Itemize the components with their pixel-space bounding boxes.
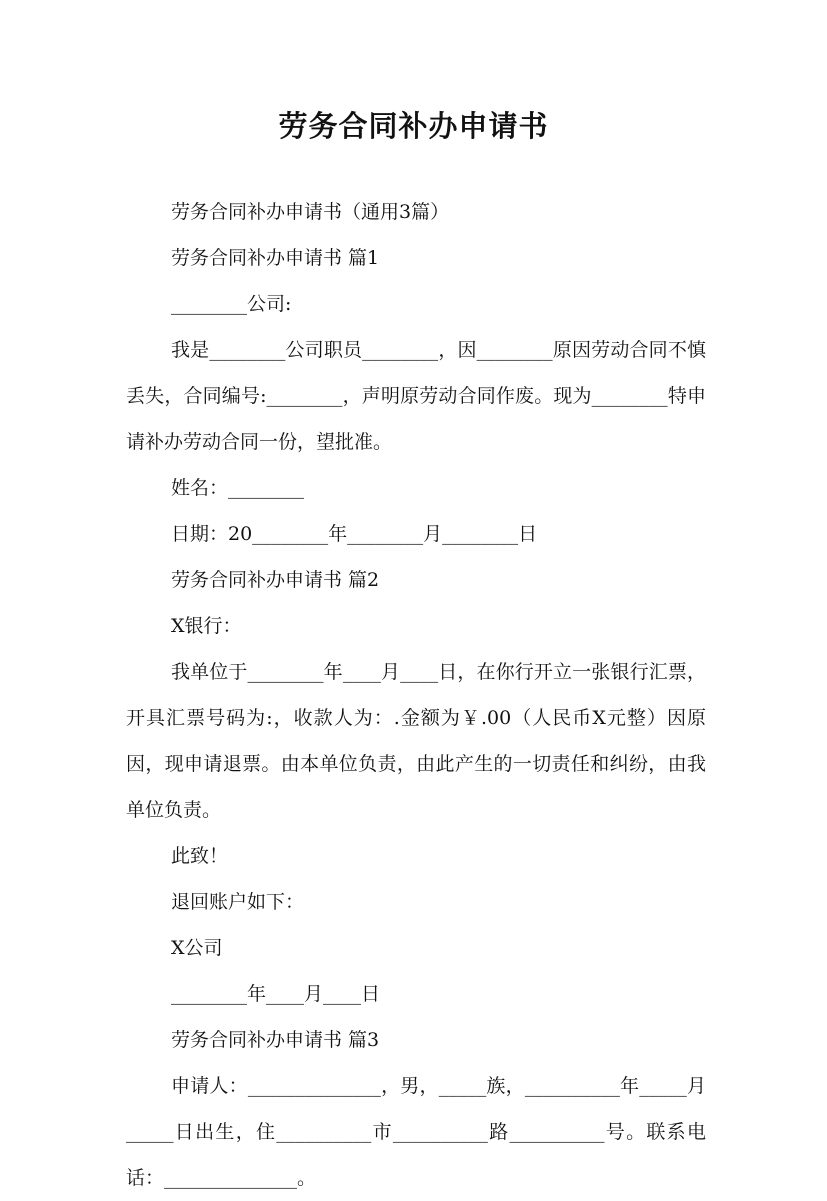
- section-heading-3: 劳务合同补办申请书 篇3: [171, 1029, 380, 1051]
- name-line: 姓名：________: [171, 477, 305, 499]
- paragraph-request-1: 我是________公司职员________，因________原因劳动合同不慎丢失，合同编号:________，声明原劳动合同作废。现为________特申请补办劳动合同一份，望批准。: [126, 339, 706, 453]
- document-body: [126, 189, 706, 1201]
- paragraph-applicant: 申请人：______________，男，_____族，__________年_____月_____日出生，住__________市__________路__________号。联系电话：______________。: [126, 1075, 706, 1189]
- section-heading-2: 劳务合同补办申请书 篇2: [171, 569, 380, 591]
- signature-date: ________年____月____日: [171, 983, 381, 1005]
- section-heading-1: 劳务合同补办申请书 篇1: [171, 247, 380, 269]
- closing-line: 此致！: [171, 845, 229, 867]
- paragraph-subtitle: 劳务合同补办申请书（通用3篇）: [171, 201, 450, 223]
- document-title: 劳务合同补办申请书: [278, 109, 549, 143]
- date-line: 日期：20________年________月________日: [171, 523, 538, 545]
- account-line: 退回账户如下：: [171, 891, 305, 913]
- paragraph-request-2: 我单位于________年____月____日，在你行开立一张银行汇票，开具汇票号码为:，收款人为：.金额为￥.00（人民币X元整）因原因，现申请退票。由本单位负责，由此产生的一切责任和纠纷，由我单位负责。: [126, 661, 706, 821]
- salutation-bank: X银行：: [171, 615, 242, 637]
- salutation-company: ________公司:: [171, 293, 292, 315]
- company-signature: X公司: [171, 937, 223, 959]
